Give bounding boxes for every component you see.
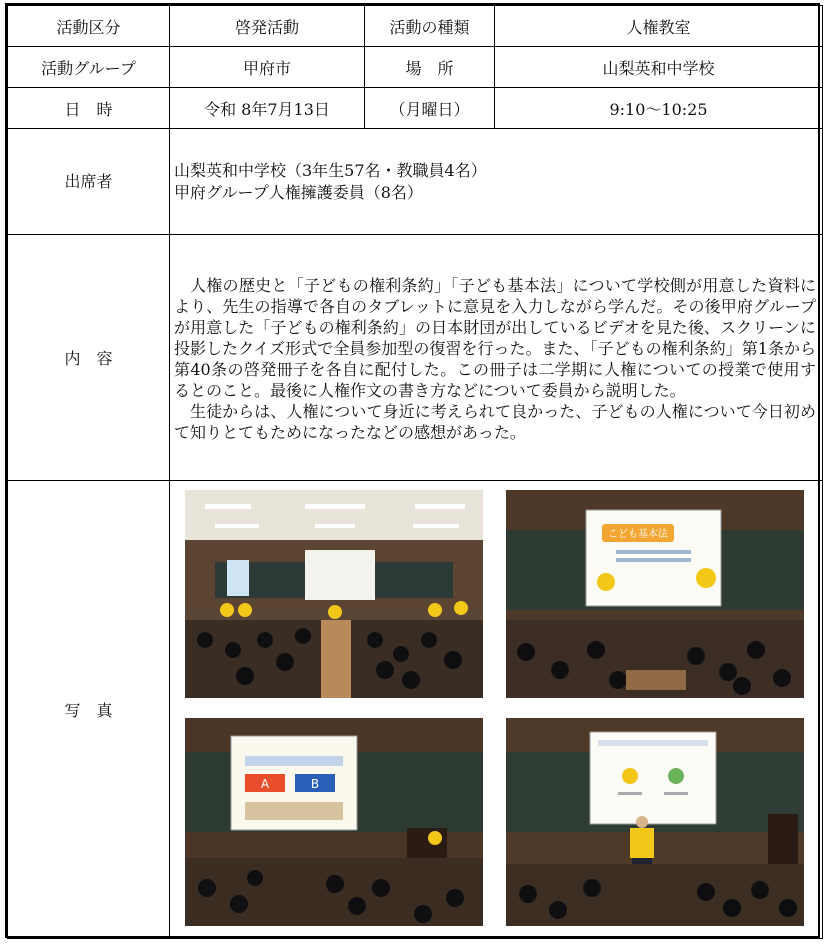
attendees-line: 山梨英和中学校（3年生57名・教職員4名） [174,160,487,180]
report-sheet [5,3,820,938]
date-value: 令和 8年7月13日 [170,88,365,129]
activity-type-value: 人権教室 [495,6,823,47]
photo-grid [170,481,823,939]
weekday-value: （月曜日） [365,88,495,129]
report-table [7,5,823,939]
place-label: 場 所 [365,47,495,88]
content-paragraph: 生徒からは、人権について身近に考えられて良かった、子どもの人権について今日初めて知りとてもためになったなどの感想があった。 [174,401,816,442]
photo-label: 写 真 [8,481,170,939]
attendees-label: 出席者 [8,129,170,235]
place-value: 山梨英和中学校 [495,47,823,88]
photo-classroom-wide [185,490,483,698]
quiz-choice-b: B [310,777,320,791]
quiz-choice-a: A [260,777,270,791]
content-body [170,235,823,481]
group-label: 活動グループ [8,47,170,88]
content-paragraph: 人権の歴史と「子どもの権利条約」「子ども基本法」について学校側が用意した資料により、先生の指導で各自のタブレットに意見を入力しながら学んだ。その後甲府グループが用意した「子どもの権利条約」の日本財団が出しているビデオを見た後、スクリーンに投影したクイズ形式で全員参加型の復習を行った。また、「子どもの権利条約」第1条から第40条の啓発冊子を各自に配付した。この冊子は二学期に人権についての授業で使用するとのこと。最後に人権作文の書き方などについて委員から説明した。 [174,275,816,400]
time-value: 9:10～10:25 [495,88,823,129]
photo-quiz-slide [185,718,483,926]
group-value: 甲府市 [170,47,365,88]
content-label: 内 容 [8,235,170,481]
activity-category-label: 活動区分 [8,6,170,47]
date-label: 日 時 [8,88,170,129]
attendees-line: 甲府グループ人権擁護委員（8名） [174,182,423,202]
attendees-value [170,129,823,235]
photo-presenter [506,718,804,926]
photo-slide-kodomo-kihonho [506,490,804,698]
activity-type-label: 活動の種類 [365,6,495,47]
slide-title-text: こども基本法 [608,529,668,540]
activity-category-value: 啓発活動 [170,6,365,47]
